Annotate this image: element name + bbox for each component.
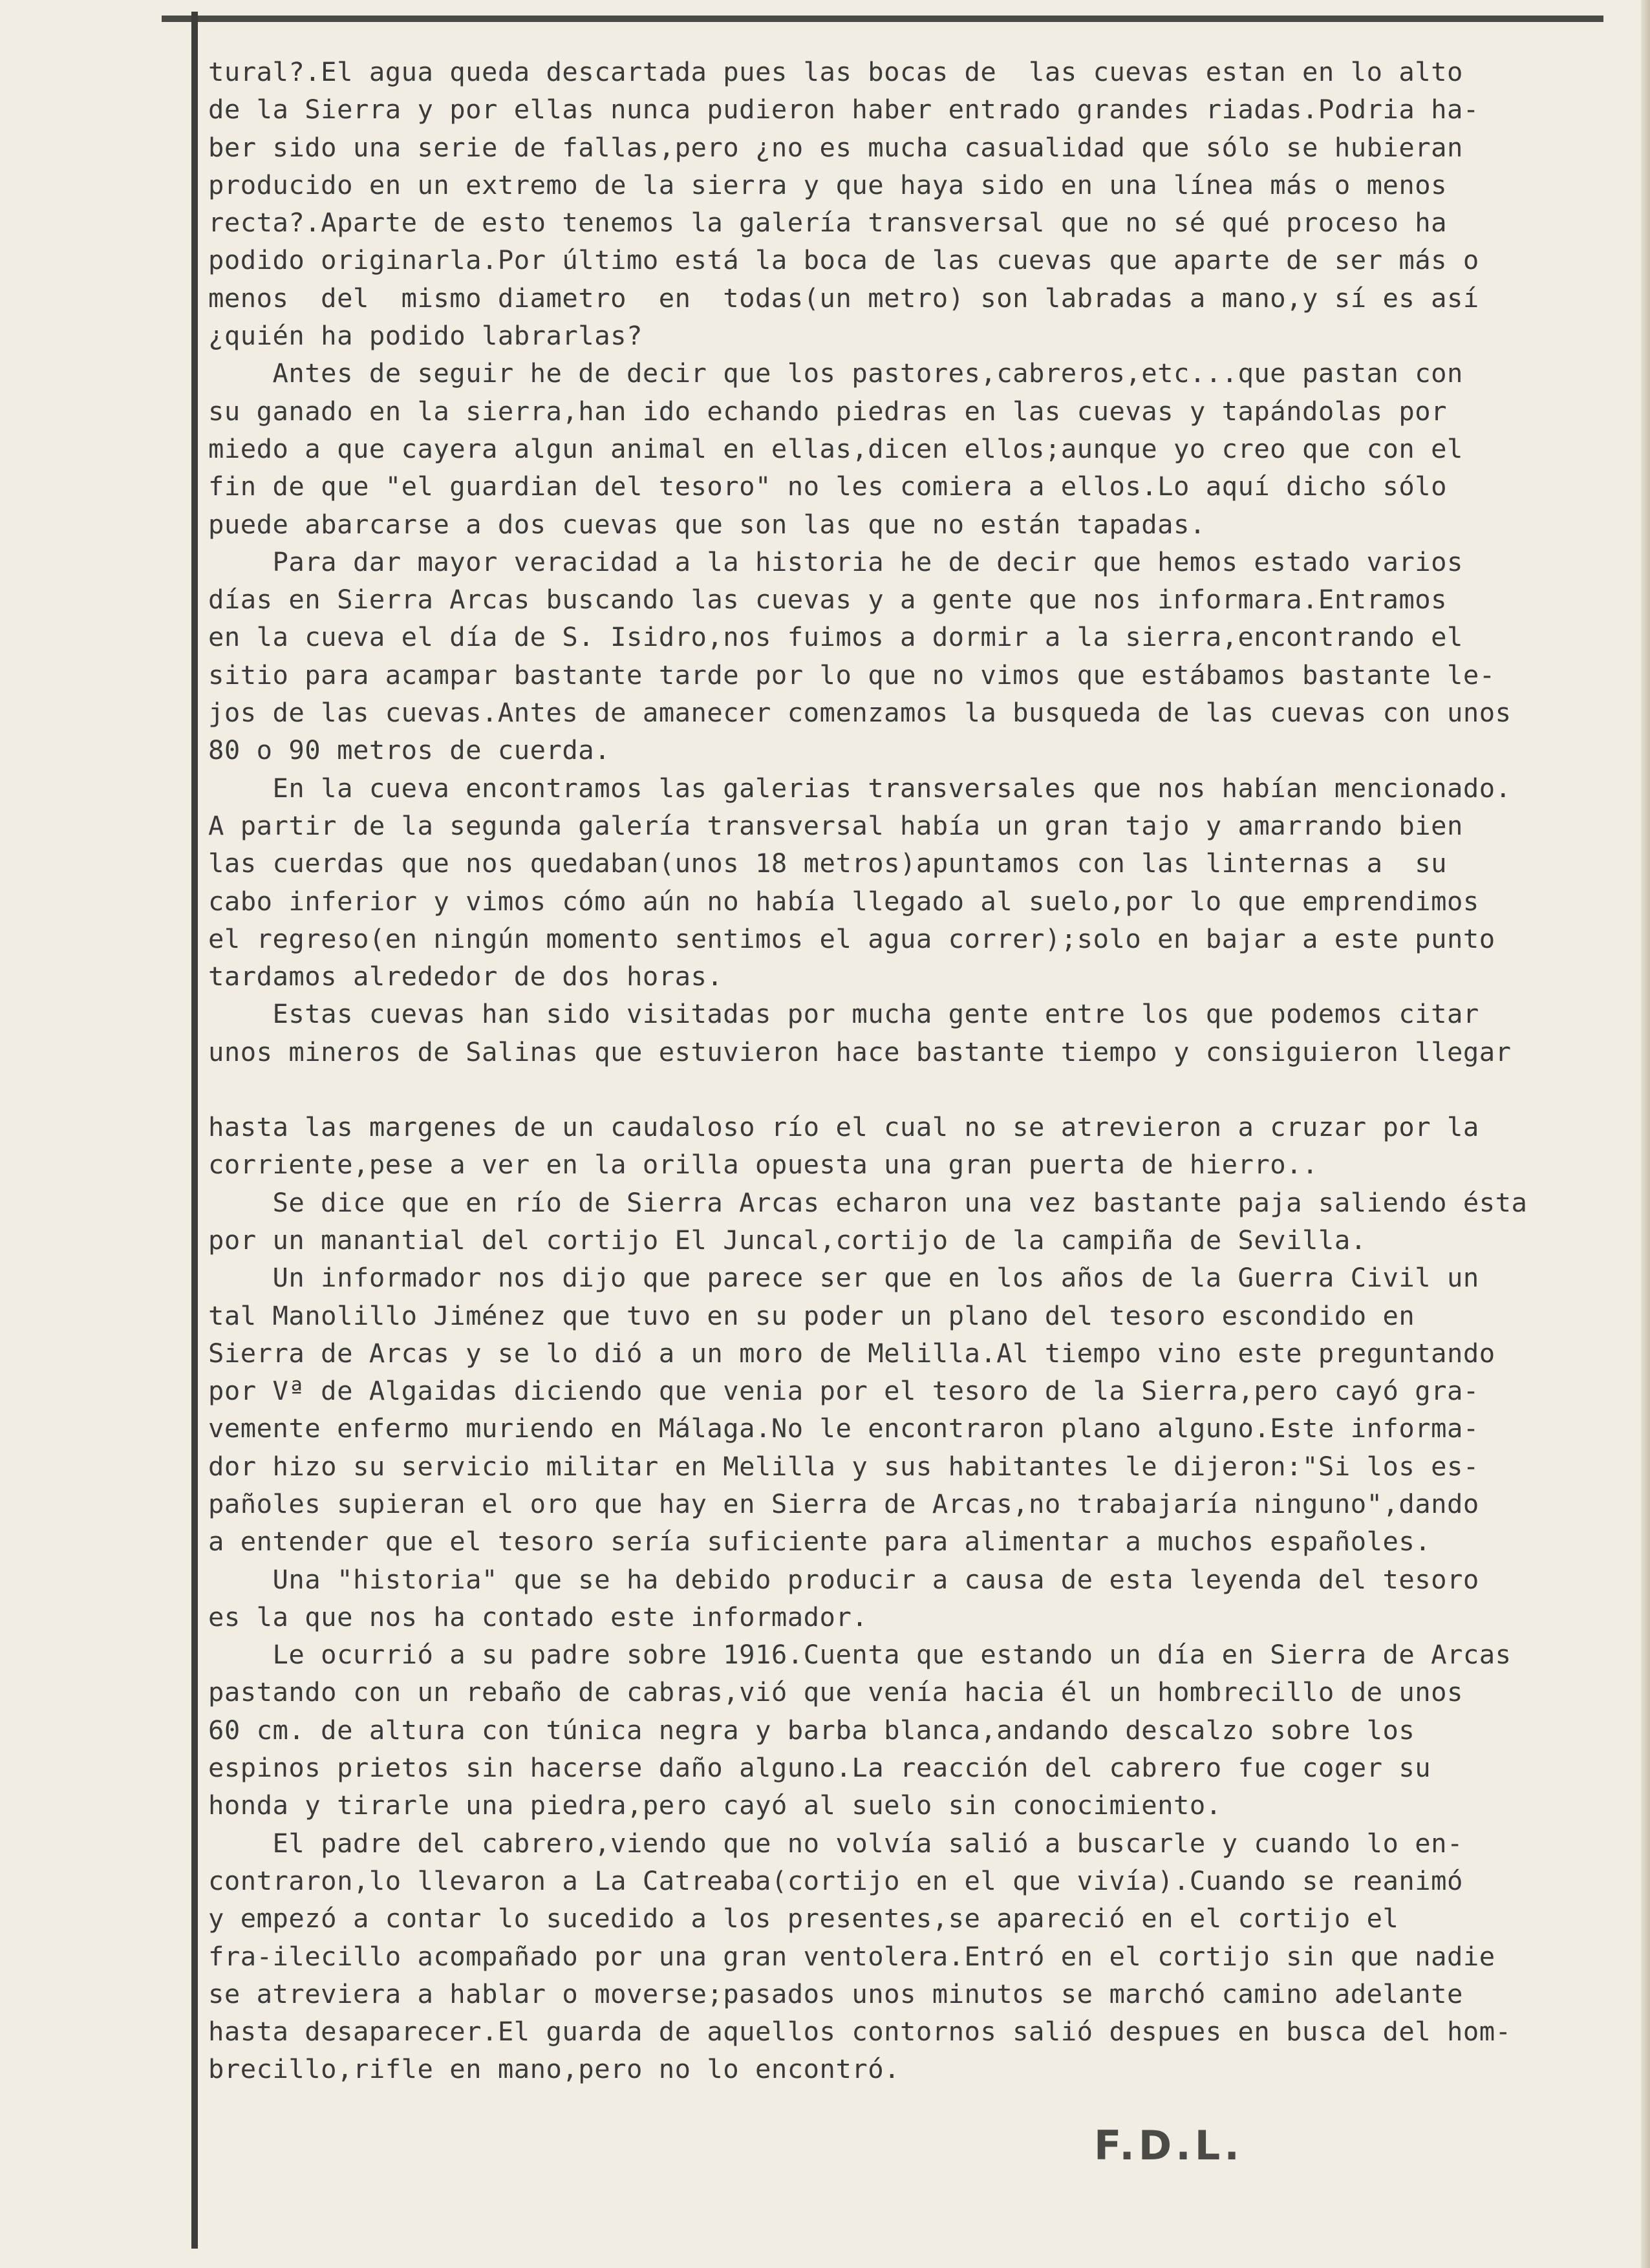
text-line: 60 cm. de altura con túnica negra y barba blanca,andando descalzo sobre los [208,1714,1415,1746]
text-line: 80 o 90 metros de cuerda. [208,734,611,766]
text-line: por un manantial del cortijo El Juncal,cortijo de la campiña de Sevilla. [208,1224,1367,1256]
text-line: Antes de seguir he de decir que los pastores,cabreros,etc...que pastan con [208,358,1463,389]
text-line: jos de las cuevas.Antes de amanecer comenzamos la busqueda de las cuevas con unos [208,697,1512,729]
text-line: su ganado en la sierra,han ido echando piedras en las cuevas y tapándolas por [208,395,1447,427]
text-line: A partir de la segunda galería transversal había un gran tajo y amarrando bien [208,809,1463,841]
text-line: En la cueva encontramos las galerias transversales que nos habían mencionado. [208,772,1512,804]
left-margin-rule [191,12,198,2249]
text-line: y empezó a contar lo sucedido a los presentes,se apareció en el cortijo el [208,1903,1399,1934]
text-line: menos del mismo diametro en todas(un metro) son labradas a mano,y sí es así [208,282,1479,314]
text-line: ber sido una serie de fallas,pero ¿no es mucha casualidad que sólo se hubieran [208,131,1463,163]
text-line: Le ocurrió a su padre sobre 1916.Cuenta que estando un día en Sierra de Arcas [208,1639,1512,1671]
text-line: de la Sierra y por ellas nunca pudieron haber entrado grandes riadas.Podria ha- [208,94,1479,125]
blank-line-gap [208,1071,1579,1108]
text-line: podido originarla.Por último está la boca de las cuevas que aparte de ser más o [208,244,1479,276]
text-line: las cuerdas que nos quedaban(unos 18 metros)apuntamos con las linternas a su [208,848,1447,879]
text-line: puede abarcarse a dos cuevas que son las que no están tapadas. [208,508,1206,540]
text-line: el regreso(en ningún momento sentimos el agua correr);solo en bajar a este punto [208,923,1495,954]
page-edge-shadow [1641,0,1650,2268]
text-line: tural?.El agua queda descartada pues las bocas de las cuevas estan en lo alto [208,56,1463,87]
text-line: espinos prietos sin hacerse daño alguno.La reacción del cabrero fue coger su [208,1752,1431,1784]
text-line: Se dice que en río de Sierra Arcas echaron una vez bastante paja saliendo ésta [208,1186,1528,1218]
text-line: El padre del cabrero,viendo que no volvía salió a buscarle y cuando lo en- [208,1827,1463,1859]
text-line: miedo a que cayera algun animal en ellas,dicen ellos;aunque yo creo que con el [208,433,1463,464]
text-block-2 [208,1108,1579,2088]
text-line: en la cueva el día de S. Isidro,nos fuimos a dormir a la sierra,encontrando el [208,621,1463,653]
text-line: vemente enfermo muriendo en Málaga.No le encontraron plano alguno.Este informa- [208,1413,1479,1444]
text-line: pañoles supieran el oro que hay en Sierra de Arcas,no trabajaría ninguno",dando [208,1488,1479,1519]
text-line: Sierra de Arcas y se lo dió a un moro de Melilla.Al tiempo vino este preguntando [208,1337,1495,1369]
text-line: recta?.Aparte de esto tenemos la galería transversal que no sé qué proceso ha [208,207,1447,239]
text-block-1 [208,53,1579,1071]
text-line: sitio para acampar bastante tarde por lo que no vimos que estábamos bastante le- [208,659,1495,690]
text-line: tal Manolillo Jiménez que tuvo en su poder un plano del tesoro escondido en [208,1300,1415,1331]
text-line: pastando con un rebaño de cabras,vió que venía hacia él un hombrecillo de unos [208,1676,1463,1708]
text-line: hasta desaparecer.El guarda de aquellos contornos salió despues en busca del hom- [208,2016,1512,2048]
text-line: por Vª de Algaidas diciendo que venia por el tesoro de la Sierra,pero cayó gra- [208,1375,1479,1407]
text-line: días en Sierra Arcas buscando las cuevas y a gente que nos informara.Entramos [208,584,1447,615]
author-signature: F.D.L. [1094,2122,1243,2169]
text-line: honda y tirarle una piedra,pero cayó al suelo sin conocimiento. [208,1790,1222,1821]
text-line: ¿quién ha podido labrarlas? [208,320,643,352]
text-line: unos mineros de Salinas que estuvieron hace bastante tiempo y consiguieron llegar [208,1036,1512,1067]
text-line: es la que nos ha contado este informador. [208,1601,868,1632]
text-line: corriente,pese a ver en la orilla opuesta una gran puerta de hierro.. [208,1149,1318,1181]
text-line: brecillo,rifle en mano,pero no lo encontró. [208,2053,900,2085]
text-line: se atreviera a hablar o moverse;pasados unos minutos se marchó camino adelante [208,1978,1463,2009]
text-line: producido en un extremo de la sierra y que haya sido en una línea más o menos [208,169,1447,200]
text-line: Para dar mayor veracidad a la historia he de decir que hemos estado varios [208,546,1463,577]
text-line: tardamos alrededor de dos horas. [208,961,723,992]
text-line: Un informador nos dijo que parece ser que en los años de la Guerra Civil un [208,1262,1479,1294]
top-border-bar [162,16,1603,22]
text-line: Estas cuevas han sido visitadas por mucha gente entre los que podemos citar [208,998,1479,1030]
text-line: cabo inferior y vimos cómo aún no había llegado al suelo,por lo que emprendimos [208,885,1479,917]
text-line: dor hizo su servicio militar en Melilla y sus habitantes le dijeron:"Si los es- [208,1450,1479,1482]
text-line: contraron,lo llevaron a La Catreaba(cortijo en el que vivía).Cuando se reanimó [208,1865,1463,1896]
text-line: a entender que el tesoro sería suficiente para alimentar a muchos españoles. [208,1526,1431,1557]
text-line: Una "historia" que se ha debido producir a causa de esta leyenda del tesoro [208,1563,1479,1595]
typed-text-body [208,53,1579,2088]
text-line: hasta las margenes de un caudaloso río el cual no se atrevieron a cruzar por la [208,1111,1479,1143]
text-line: fra-ilecillo acompañado por una gran ventolera.Entró en el cortijo sin que nadie [208,1940,1495,1972]
text-line: fin de que "el guardian del tesoro" no les comiera a ellos.Lo aquí dicho sólo [208,471,1447,502]
